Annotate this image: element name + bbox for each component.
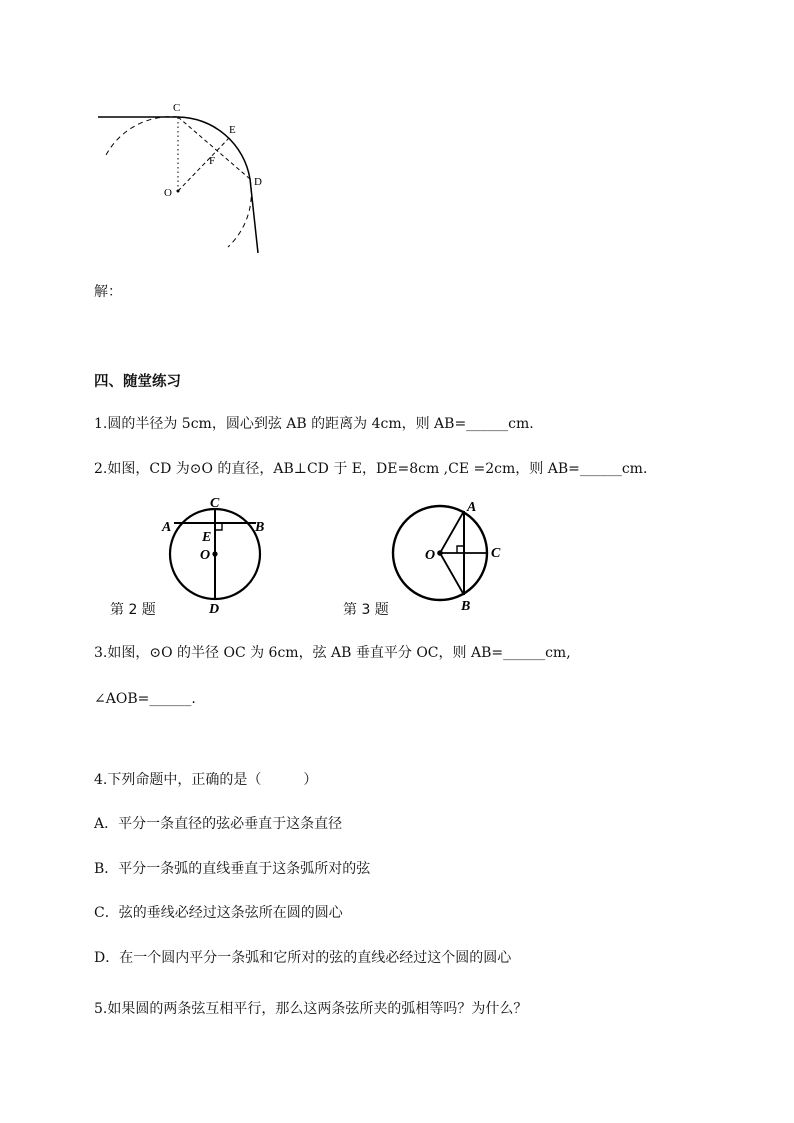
- fig2-label-b: B: [255, 520, 265, 535]
- question-4-option-d: D．在一个圆内平分一条弧和它所对的弦的直线必经过这个圆的圆心: [94, 950, 512, 966]
- fig3-label-c: C: [491, 546, 501, 561]
- fig3-label-a: A: [467, 500, 477, 515]
- question-2: 2.如图，CD 为⊙O 的直径，AB⊥CD 于 E，DE=8cm ,CE =2cm，则 AB=______cm.: [94, 461, 648, 477]
- fig1-label-e: E: [229, 124, 236, 136]
- question-4-option-c: C．弦的垂线必经过这条弦所在圆的圆心: [94, 905, 343, 921]
- question-3-line-2: ∠AOB=______.: [94, 691, 196, 707]
- fig3-center-dot: [437, 550, 443, 556]
- fig3-label-o: O: [425, 548, 436, 563]
- question-1: 1.圆的半径为 5cm，圆心到弦 AB 的距离为 4cm，则 AB=______cm.: [94, 416, 534, 432]
- fig2-label-e: E: [202, 530, 212, 545]
- question-5: 5.如果圆的两条弦互相平行，那么这两条弦所夹的弧相等吗？为什么？: [94, 1001, 528, 1017]
- figure-question-3: [385, 495, 510, 615]
- figure-question-2: [160, 498, 280, 618]
- fig1-label-o: O: [164, 187, 172, 199]
- fig3-right-angle: [457, 546, 464, 553]
- fig2-label-o: O: [200, 548, 211, 563]
- question-4-option-b: B．平分一条弧的直线垂直于这条弧所对的弦: [94, 861, 371, 877]
- center-o-dot: [177, 190, 180, 193]
- dashed-circle-left: [106, 117, 178, 155]
- question-4-option-a: A．平分一条直径的弦必垂直于这条直径: [94, 816, 343, 832]
- fig3-caption: 第 3 题: [343, 602, 389, 618]
- section-heading: 四、随堂练习: [94, 374, 181, 390]
- fig1-label-d: D: [254, 176, 262, 188]
- fig1-label-f: F: [209, 155, 216, 167]
- fig2-center-dot: [212, 551, 217, 556]
- dashed-circle-lower-right: [228, 179, 251, 247]
- question-4: 4.下列命题中，正确的是（ ）: [94, 772, 318, 788]
- fig3-label-b: B: [461, 599, 471, 614]
- question-3-line-1: 3.如图，⊙O 的半径 OC 为 6cm，弦 AB 垂直平分 OC，则 AB=______cm,: [94, 645, 571, 661]
- fig2-label-a: A: [162, 520, 172, 535]
- fig2-caption: 第 2 题: [110, 602, 156, 618]
- figure-road-bend: [90, 95, 280, 265]
- fig3-segment-ob: [440, 553, 464, 595]
- fig1-label-c: C: [173, 102, 181, 114]
- segment-oe: [178, 137, 230, 191]
- fig2-label-d: D: [209, 602, 220, 617]
- solution-label: 解：: [94, 284, 122, 300]
- fig2-right-angle: [215, 523, 222, 530]
- fig2-label-c: C: [210, 498, 220, 511]
- fig3-segment-oa: [440, 511, 464, 553]
